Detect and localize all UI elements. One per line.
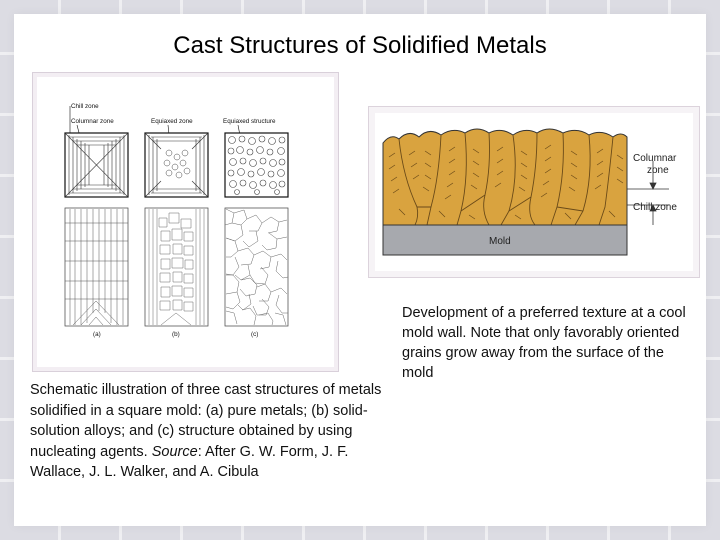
label-columnar: Columnar (633, 153, 677, 164)
caption-source-text: : After G. W. Form, J. F. Wallace, J. L. Walker, and A. Cibula (30, 443, 349, 480)
preferred-texture-figure (368, 106, 700, 278)
section-a-bottom (65, 208, 128, 326)
slide-title: Cast Structures of Solidified Metals (173, 32, 547, 59)
section-b-bottom (145, 208, 208, 326)
caption-preferred-texture: Development of a preferred texture at a cool mold wall. Note that only favorably oriented grains grow away from the surface of the mold (402, 305, 686, 381)
label-equiaxed-zone: Equiaxed zone (151, 118, 193, 125)
caption-cast-structures (30, 380, 406, 483)
label-chill-zone-right: Chill zone (633, 202, 677, 213)
section-b-top (145, 133, 208, 197)
metal-body (383, 129, 627, 225)
label-columnar-zone: Columnar zone (71, 118, 114, 125)
cast-structures-illustration (33, 73, 338, 371)
label-a: (a) (93, 331, 101, 338)
label-zone: zone (647, 165, 669, 176)
preferred-texture-illustration (369, 107, 699, 277)
caption-left-text: Schematic illustration of three cast structures of metals solidified in a square mold: (a) pure metals; (b) solid-solution alloys; and (c) structure obtained by using nucleating agents. (30, 382, 382, 460)
section-a-top (65, 133, 128, 197)
label-b: (b) (172, 331, 180, 338)
label-c: (c) (251, 331, 259, 338)
label-chill-zone: Chill zone (71, 103, 99, 110)
section-c-bottom (225, 208, 288, 326)
label-mold: Mold (489, 236, 511, 247)
caption-source-label: Source (151, 443, 198, 460)
label-equiaxed-structure: Equiaxed structure (223, 118, 276, 125)
section-c-top (225, 133, 288, 197)
cast-structures-figure (32, 72, 339, 372)
